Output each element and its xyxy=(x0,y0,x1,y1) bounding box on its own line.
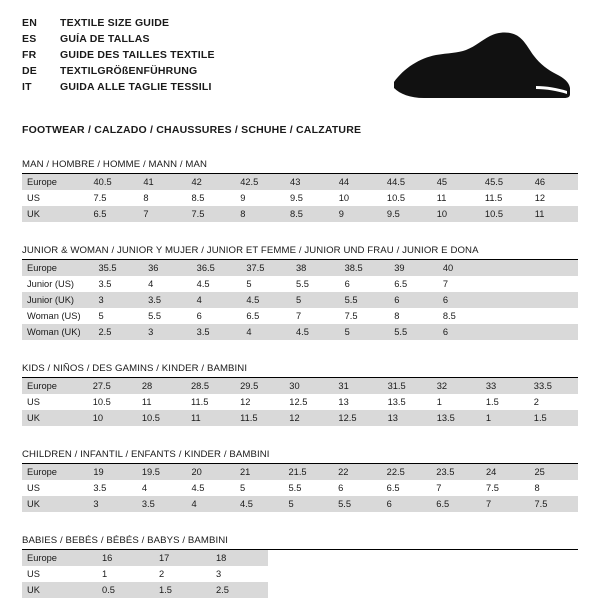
language-title: TEXTILGRÖßENFÜHRUNG xyxy=(60,64,198,77)
size-cell: 11 xyxy=(530,206,578,222)
size-cell: 6 xyxy=(438,292,487,308)
table-row xyxy=(22,260,578,276)
size-cell: 31 xyxy=(333,378,382,394)
table-row xyxy=(22,276,578,292)
row-label: US xyxy=(27,569,40,579)
size-cell: 44.5 xyxy=(382,174,432,190)
size-cell: 11 xyxy=(436,193,447,203)
size-cell: 6.5 xyxy=(386,483,400,493)
size-cell: 2.5 xyxy=(93,324,143,340)
size-cell: 3.5 xyxy=(192,324,242,340)
size-cell: 5.5 xyxy=(288,483,302,493)
size-cell: 2 xyxy=(159,569,165,579)
size-table-body xyxy=(22,174,578,222)
size-cell: 2 xyxy=(533,397,539,407)
size-cell: 8 xyxy=(534,483,540,493)
size-cell: 29.5 xyxy=(235,378,284,394)
size-cell-empty xyxy=(486,308,532,324)
size-cell: 20 xyxy=(186,464,235,480)
size-cell: 7.5 xyxy=(187,206,236,222)
size-cell: 4.5 xyxy=(191,483,205,493)
size-cell: 33 xyxy=(481,378,529,394)
row-label: UK xyxy=(22,496,88,512)
size-cell: 6 xyxy=(389,292,438,308)
size-cell: 44 xyxy=(334,174,382,190)
size-cell: 31.5 xyxy=(383,378,432,394)
size-cell: 13.5 xyxy=(387,397,406,407)
row-label: Europe xyxy=(22,174,89,190)
size-cell: 7 xyxy=(138,206,186,222)
table-row xyxy=(22,410,578,426)
size-table-junior-woman xyxy=(22,260,578,340)
size-cell: 42.5 xyxy=(235,174,285,190)
size-cell: 9.5 xyxy=(290,193,303,203)
size-cell: 22.5 xyxy=(382,464,432,480)
size-cell: 38.5 xyxy=(340,260,390,276)
size-cell: 41 xyxy=(138,174,186,190)
size-cell-empty xyxy=(486,292,532,308)
size-cell: 11.5 xyxy=(191,397,209,407)
row-label: UK xyxy=(22,206,89,222)
size-cell: 9 xyxy=(240,193,246,203)
size-cell: 3.5 xyxy=(137,496,187,512)
size-cell: 6 xyxy=(382,496,432,512)
size-cell-empty xyxy=(486,324,532,340)
size-cell: 40 xyxy=(438,260,487,276)
row-label: UK xyxy=(22,582,97,598)
size-cell: 6 xyxy=(196,311,202,321)
size-cell-empty xyxy=(532,308,578,324)
language-row xyxy=(22,64,215,80)
size-cell: 12.5 xyxy=(289,397,308,407)
size-cell: 21.5 xyxy=(284,464,334,480)
size-cell: 5.5 xyxy=(340,292,390,308)
size-cell: 7 xyxy=(481,496,530,512)
size-cell: 7.5 xyxy=(344,311,358,321)
language-row xyxy=(22,16,215,32)
table-row xyxy=(22,394,578,410)
size-cell: 5 xyxy=(340,324,390,340)
size-cell: 1.5 xyxy=(529,410,578,426)
size-table-babies xyxy=(22,550,268,598)
table-row xyxy=(22,378,578,394)
size-cell: 3.5 xyxy=(143,292,192,308)
size-cell: 5.5 xyxy=(333,496,382,512)
size-table-body xyxy=(22,550,268,598)
size-cell-empty xyxy=(532,324,578,340)
size-cell: 5 xyxy=(291,292,340,308)
size-cell: 9.5 xyxy=(382,206,432,222)
size-cell: 11.5 xyxy=(235,410,284,426)
size-cell: 13 xyxy=(338,397,349,407)
table-row xyxy=(22,292,578,308)
size-cell: 5.5 xyxy=(296,279,309,289)
group-title: CHILDREN / INFANTIL / ENFANTS / KINDER / BAMBINI xyxy=(22,449,270,460)
size-cell: 10.5 xyxy=(137,410,186,426)
language-code: FR xyxy=(22,48,37,61)
size-cell: 6 xyxy=(338,483,344,493)
size-table-body xyxy=(22,378,578,426)
table-row xyxy=(22,480,578,496)
size-cell-empty xyxy=(532,260,578,276)
size-cell: 18 xyxy=(211,550,268,566)
size-cell: 0.5 xyxy=(97,582,154,598)
size-table-kids xyxy=(22,378,578,426)
size-cell: 9 xyxy=(334,206,382,222)
row-label: US xyxy=(27,193,40,203)
size-cell: 11.5 xyxy=(484,193,503,203)
size-cell: 7 xyxy=(436,483,442,493)
row-label: Europe xyxy=(22,378,88,394)
size-cell: 17 xyxy=(154,550,211,566)
size-cell: 12 xyxy=(284,410,333,426)
size-cell: 11 xyxy=(141,397,152,407)
size-cell: 3 xyxy=(88,496,137,512)
size-cell: 7.5 xyxy=(93,193,107,203)
size-cell: 45 xyxy=(432,174,480,190)
size-table-body xyxy=(22,464,578,512)
language-title-body xyxy=(22,16,215,96)
size-cell: 37.5 xyxy=(241,260,291,276)
size-cell: 6.5 xyxy=(431,496,481,512)
size-cell: 43 xyxy=(285,174,334,190)
size-cell: 5 xyxy=(98,311,104,321)
size-cell: 19.5 xyxy=(137,464,187,480)
size-group-babies xyxy=(22,535,578,598)
language-title: TEXTILE SIZE GUIDE xyxy=(60,17,170,29)
language-title-list xyxy=(22,16,215,96)
row-label: Europe xyxy=(22,550,97,566)
size-cell: 16 xyxy=(97,550,154,566)
size-cell: 3 xyxy=(93,292,143,308)
size-cell: 7.5 xyxy=(529,496,578,512)
size-group-junior-woman xyxy=(22,245,578,340)
size-cell: 11 xyxy=(186,410,235,426)
size-cell: 7 xyxy=(442,279,448,289)
row-label: US xyxy=(27,397,40,407)
size-cell-empty xyxy=(486,276,532,292)
size-cell: 39 xyxy=(389,260,438,276)
table-row xyxy=(22,496,578,512)
language-title: GUÍA DE TALLAS xyxy=(60,32,150,45)
size-cell: 1.5 xyxy=(154,582,211,598)
size-cell: 28.5 xyxy=(186,378,235,394)
size-cell: 8.5 xyxy=(285,206,334,222)
size-cell-empty xyxy=(532,276,578,292)
table-row xyxy=(22,566,268,582)
table-row xyxy=(22,174,578,190)
size-cell: 1 xyxy=(481,410,529,426)
size-cell: 2.5 xyxy=(211,582,268,598)
row-label: UK xyxy=(22,410,88,426)
size-cell: 12 xyxy=(534,193,546,203)
language-row xyxy=(22,80,215,96)
table-row xyxy=(22,324,578,340)
language-title: GUIDE DES TAILLES TEXTILE xyxy=(60,48,215,61)
size-cell: 4 xyxy=(186,496,235,512)
group-title: MAN / HOMBRE / HOMME / MANN / MAN xyxy=(22,159,208,170)
table-row xyxy=(22,464,578,480)
size-cell: 22 xyxy=(333,464,382,480)
table-row xyxy=(22,206,578,222)
size-cell: 23.5 xyxy=(431,464,481,480)
size-cell: 28 xyxy=(137,378,186,394)
row-label: Junior (UK) xyxy=(22,292,93,308)
size-table-man xyxy=(22,174,578,222)
group-title: BABIES / BEBÉS / BÉBÉS / BABYS / BAMBINI xyxy=(22,535,229,546)
row-label: US xyxy=(27,483,40,493)
size-cell: 36 xyxy=(143,260,192,276)
table-row xyxy=(22,308,578,324)
size-cell: 6.5 xyxy=(394,279,408,289)
language-row xyxy=(22,32,215,48)
size-cell: 35.5 xyxy=(93,260,143,276)
size-cell: 3.5 xyxy=(93,483,107,493)
size-cell-empty xyxy=(486,260,532,276)
size-cell: 10 xyxy=(432,206,480,222)
table-row xyxy=(22,550,268,566)
size-cell: 4 xyxy=(141,483,147,493)
table-row xyxy=(22,190,578,206)
language-code: EN xyxy=(22,17,37,29)
size-cell: 8 xyxy=(143,193,149,203)
size-cell: 6 xyxy=(438,324,487,340)
size-cell: 6 xyxy=(344,279,350,289)
size-cell: 5.5 xyxy=(389,324,438,340)
size-cell: 10 xyxy=(338,193,350,203)
group-title: JUNIOR & WOMAN / JUNIOR Y MUJER / JUNIOR ET FEMME / JUNIOR UND FRAU / JUNIOR E DONA xyxy=(22,245,479,256)
size-cell: 6.5 xyxy=(246,311,260,321)
size-cell: 8.5 xyxy=(191,193,205,203)
size-cell: 1 xyxy=(102,569,108,579)
size-cell: 24 xyxy=(481,464,530,480)
group-title: KIDS / NIÑOS / DES GAMINS / KINDER / BAMBINI xyxy=(22,363,248,374)
size-cell: 3 xyxy=(143,324,192,340)
language-code: DE xyxy=(22,64,37,77)
size-cell: 1.5 xyxy=(485,397,499,407)
row-label: Europe xyxy=(22,464,88,480)
dress-shoe-icon xyxy=(386,28,572,106)
size-cell: 42 xyxy=(187,174,236,190)
size-cell: 5 xyxy=(239,483,246,493)
size-cell: 7.5 xyxy=(485,483,499,493)
size-group-children xyxy=(22,449,578,512)
size-table-body xyxy=(22,260,578,340)
size-cell: 4.5 xyxy=(196,279,210,289)
size-cell: 33.5 xyxy=(529,378,578,394)
size-cell: 13.5 xyxy=(432,410,481,426)
row-label: Woman (UK) xyxy=(22,324,93,340)
size-cell: 3.5 xyxy=(98,279,112,289)
size-cell: 8 xyxy=(394,311,400,321)
size-group-man xyxy=(22,159,578,222)
size-cell: 10 xyxy=(88,410,137,426)
language-row xyxy=(22,48,215,64)
shoe-illustration xyxy=(382,26,572,108)
size-cell: 27.5 xyxy=(88,378,137,394)
size-cell: 25 xyxy=(529,464,578,480)
size-cell: 21 xyxy=(235,464,284,480)
row-label: Woman (US) xyxy=(27,311,81,321)
row-label: Junior (US) xyxy=(27,279,75,289)
language-code: IT xyxy=(22,80,32,93)
size-cell: 13 xyxy=(383,410,432,426)
table-row xyxy=(22,582,268,598)
size-cell: 8 xyxy=(235,206,285,222)
size-cell: 40.5 xyxy=(89,174,139,190)
size-cell: 32 xyxy=(432,378,481,394)
size-cell: 46 xyxy=(530,174,578,190)
size-cell: 4.5 xyxy=(291,324,340,340)
size-cell: 5.5 xyxy=(148,311,162,321)
size-cell: 10.5 xyxy=(92,397,111,407)
size-cell-empty xyxy=(532,292,578,308)
category-heading: FOOTWEAR / CALZADO / CHAUSSURES / SCHUHE / CALZATURE xyxy=(22,124,362,136)
size-cell: 10.5 xyxy=(480,206,530,222)
size-table-children xyxy=(22,464,578,512)
size-cell: 45.5 xyxy=(480,174,530,190)
size-cell: 30 xyxy=(284,378,333,394)
size-cell: 36.5 xyxy=(192,260,242,276)
size-cell: 12.5 xyxy=(333,410,382,426)
size-cell: 8.5 xyxy=(442,311,456,321)
language-code: ES xyxy=(22,32,37,45)
size-cell: 4.5 xyxy=(235,496,284,512)
size-cell: 38 xyxy=(291,260,340,276)
size-cell: 6.5 xyxy=(89,206,139,222)
size-cell: 7 xyxy=(296,311,302,321)
size-cell: 12 xyxy=(240,397,251,407)
size-cell: 1 xyxy=(436,397,442,407)
size-cell: 5 xyxy=(246,279,252,289)
language-title: GUIDA ALLE TAGLIE TESSILI xyxy=(60,80,212,93)
document-header xyxy=(22,16,578,108)
size-cell: 5 xyxy=(284,496,334,512)
size-cell: 4 xyxy=(148,279,154,289)
size-group-kids xyxy=(22,363,578,426)
size-cell: 10.5 xyxy=(386,193,406,203)
size-cell: 19 xyxy=(88,464,137,480)
size-cell: 3 xyxy=(216,569,222,579)
size-cell: 4.5 xyxy=(241,292,291,308)
size-cell: 4 xyxy=(241,324,291,340)
row-label: Europe xyxy=(22,260,93,276)
size-cell: 4 xyxy=(192,292,242,308)
